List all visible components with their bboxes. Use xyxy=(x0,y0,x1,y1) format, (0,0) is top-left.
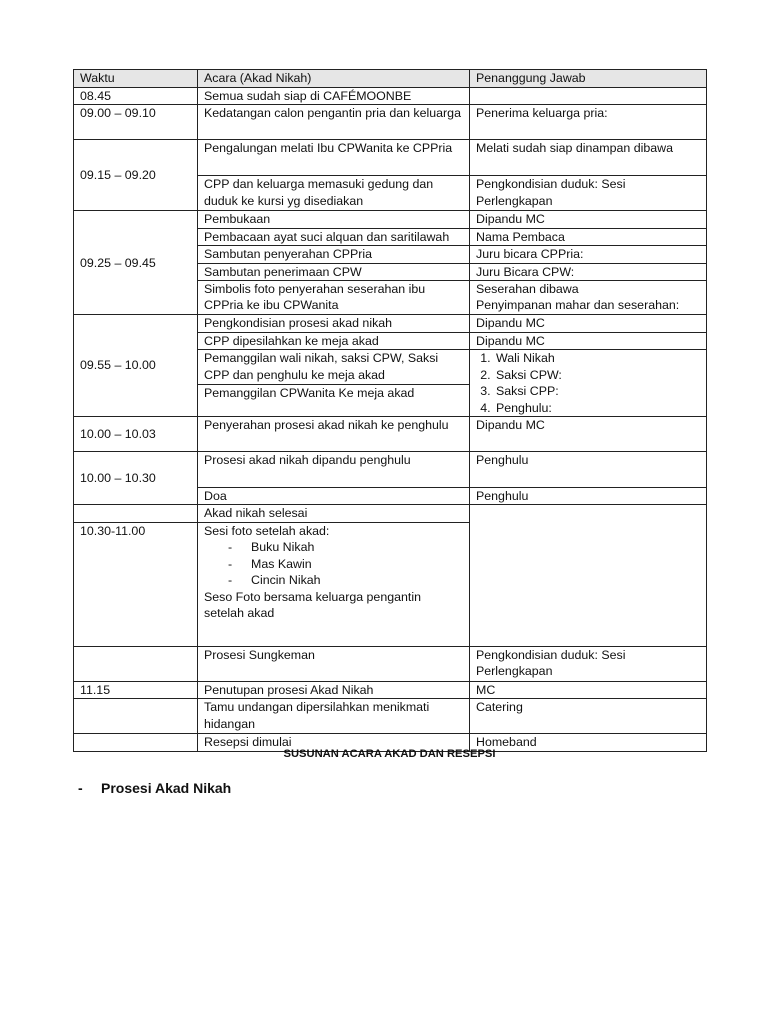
cell-acara: Penyerahan prosesi akad nikah ke penghulu xyxy=(198,417,470,452)
list-item: - Buku Nikah xyxy=(228,539,463,555)
cell-acara: Simbolis foto penyerahan seserahan ibu CPPria ke ibu CPWanita xyxy=(198,281,470,315)
cell-jawab xyxy=(470,88,707,105)
cell-acara: Sambutan penyerahan CPPria xyxy=(198,246,470,263)
table-row xyxy=(74,646,707,681)
cell-waktu: 10.30-11.00 xyxy=(74,522,198,646)
table-row xyxy=(74,452,707,488)
cell-jawab xyxy=(470,281,707,315)
cell-jawab: Juru bicara CPPria: xyxy=(470,246,707,263)
cell-acara: Tamu undangan dipersilahkan menikmati hidangan xyxy=(198,699,470,734)
table-row xyxy=(74,211,707,228)
schedule-table xyxy=(73,69,707,752)
cell-acara: Pengalungan melati Ibu CPWanita ke CPPria xyxy=(198,140,470,176)
cell-jawab: Pengkondisian duduk: Sesi Perlengkapan xyxy=(470,646,707,681)
cell-waktu: 09.00 – 09.10 xyxy=(74,105,198,140)
cell-waktu xyxy=(74,505,198,522)
header-waktu: Waktu xyxy=(74,70,198,88)
penanggung-jawab-list xyxy=(470,350,702,416)
cell-acara: Pembacaan ayat suci alquan dan saritilawah xyxy=(198,228,470,245)
cell-acara: Pembukaan xyxy=(198,211,470,228)
acara-intro: Sesi foto setelah akad: xyxy=(204,523,330,538)
cell-acara xyxy=(198,522,470,646)
cell-waktu: 09.25 – 09.45 xyxy=(74,211,198,315)
cell-waktu xyxy=(74,646,198,681)
cell-jawab: Pengkondisian duduk: Sesi Perlengkapan xyxy=(470,176,707,211)
jawab-line: Penyimpanan mahar dan seserahan: xyxy=(476,298,680,313)
cell-acara: CPP dipesilahkan ke meja akad xyxy=(198,333,470,350)
table-header-row xyxy=(74,70,707,88)
cell-jawab: Dipandu MC xyxy=(470,211,707,228)
cell-jawab: Homeband xyxy=(470,734,707,751)
table-row xyxy=(74,88,707,105)
cell-acara: Sambutan penerimaan CPW xyxy=(198,263,470,280)
cell-acara: Resepsi dimulai xyxy=(198,734,470,751)
cell-waktu: 10.00 – 10.30 xyxy=(74,452,198,505)
cell-acara: CPP dan keluarga memasuki gedung dan duduk ke kursi yg disediakan xyxy=(198,176,470,211)
cell-jawab: Juru Bicara CPW: xyxy=(470,263,707,280)
cell-jawab: MC xyxy=(470,681,707,698)
list-item: 3. Saksi CPP: xyxy=(494,383,702,399)
list-item: - Cincin Nikah xyxy=(228,572,463,588)
cell-acara: Doa xyxy=(198,488,470,505)
section-title: Prosesi Akad Nikah xyxy=(101,780,232,796)
cell-jawab: Dipandu MC xyxy=(470,333,707,350)
cell-acara: Penutupan prosesi Akad Nikah xyxy=(198,681,470,698)
cell-jawab: Penghulu xyxy=(470,488,707,505)
cell-acara: Prosesi akad nikah dipandu penghulu xyxy=(198,452,470,488)
acara-outro: Seso Foto bersama keluarga pengantin setelah akad xyxy=(204,589,421,620)
jawab-line: Seserahan dibawa xyxy=(476,282,579,297)
cell-waktu: 09.15 – 09.20 xyxy=(74,140,198,211)
cell-jawab-empty xyxy=(470,505,707,646)
table-row xyxy=(74,681,707,698)
table-row xyxy=(74,417,707,452)
list-item: 4. Penghulu: xyxy=(494,400,702,416)
cell-acara: Pengkondisian prosesi akad nikah xyxy=(198,315,470,333)
table-row xyxy=(74,699,707,734)
table-row xyxy=(74,315,707,333)
cell-jawab: Catering xyxy=(470,699,707,734)
cell-acara: Semua sudah siap di CAFÉMOONBE xyxy=(198,88,470,105)
cell-waktu: 08.45 xyxy=(74,88,198,105)
table-caption: SUSUNAN ACARA AKAD DAN RESEPSI xyxy=(283,748,496,760)
cell-jawab: Dipandu MC xyxy=(470,315,707,333)
list-item: 1. Wali Nikah xyxy=(494,350,702,366)
header-acara: Acara (Akad Nikah) xyxy=(198,70,470,88)
cell-jawab xyxy=(470,350,707,417)
cell-jawab: Penerima keluarga pria: xyxy=(470,105,707,140)
cell-acara: Pemanggilan wali nikah, saksi CPW, Saksi CPP dan penghulu ke meja akad xyxy=(198,350,470,384)
cell-jawab: Nama Pembaca xyxy=(470,228,707,245)
section-bullet: - xyxy=(78,780,83,796)
cell-waktu: 11.15 xyxy=(74,681,198,698)
section-heading xyxy=(78,780,231,796)
header-penanggung-jawab: Penanggung Jawab xyxy=(470,70,707,88)
list-item: - Mas Kawin xyxy=(228,556,463,572)
cell-acara: Akad nikah selesai xyxy=(198,505,470,522)
cell-jawab: Melati sudah siap dinampan dibawa xyxy=(470,140,707,176)
cell-acara: Pemanggilan CPWanita Ke meja akad xyxy=(198,384,470,416)
cell-jawab: Penghulu xyxy=(470,452,707,488)
cell-waktu xyxy=(74,699,198,734)
table-row xyxy=(74,105,707,140)
foto-item-list xyxy=(204,539,463,588)
cell-waktu: 10.00 – 10.03 xyxy=(74,417,198,452)
cell-waktu: 09.55 – 10.00 xyxy=(74,315,198,417)
cell-acara: Kedatangan calon pengantin pria dan keluarga xyxy=(198,105,470,140)
table-row xyxy=(74,140,707,176)
cell-acara: Prosesi Sungkeman xyxy=(198,646,470,681)
table-row xyxy=(74,505,707,522)
cell-jawab: Dipandu MC xyxy=(470,417,707,452)
list-item: 2. Saksi CPW: xyxy=(494,367,702,383)
